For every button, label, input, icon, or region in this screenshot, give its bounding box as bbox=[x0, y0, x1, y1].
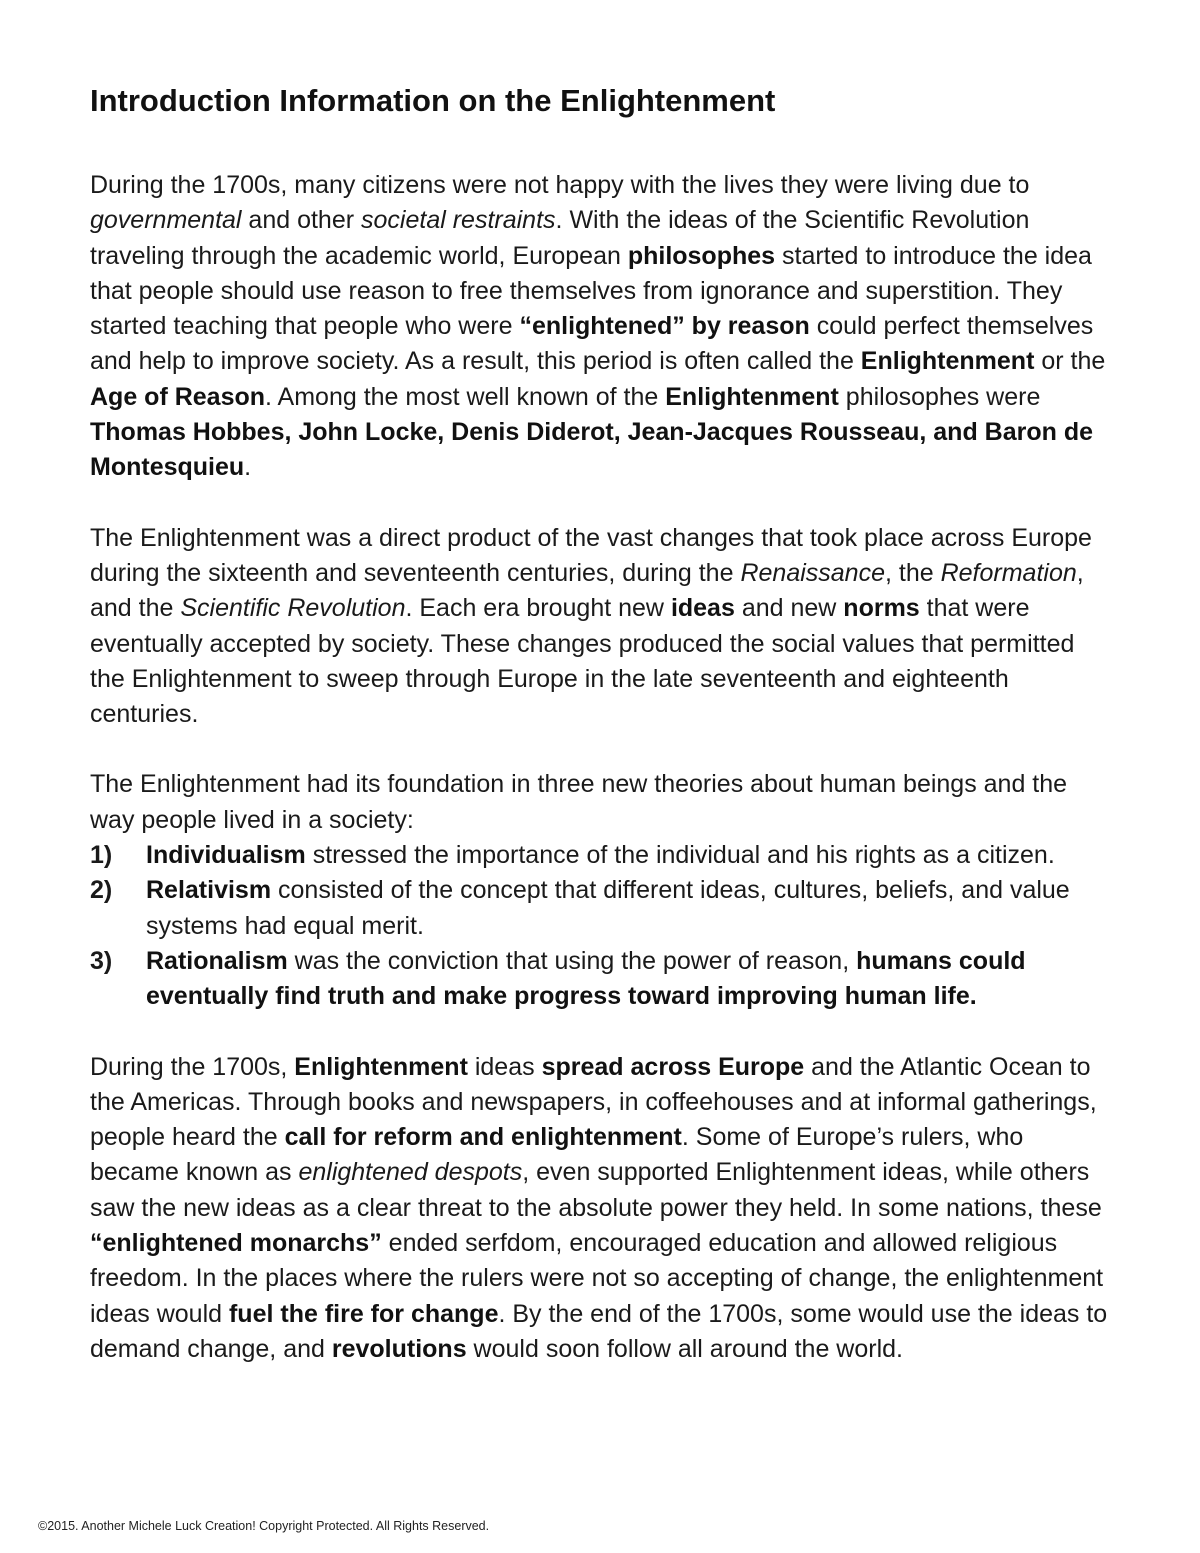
bold-run: humans could eventually find truth and make progress toward improving human life. bbox=[146, 946, 1026, 1011]
text-run: . Each era brought new bbox=[405, 594, 671, 623]
paragraph-intro bbox=[90, 168, 1112, 486]
text-run: or the bbox=[1034, 347, 1106, 376]
text-run: philosophes were bbox=[838, 382, 1041, 411]
list-number: 2) bbox=[90, 876, 113, 905]
bold-run: spread across Europe bbox=[541, 1052, 805, 1081]
copyright-footer: ©2015. Another Michele Luck Creation! Copyright Protected. All Rights Reserved. bbox=[38, 1519, 490, 1533]
text-run: , even supported Enlightenment ideas, while others saw the new ideas as a clear threat to the absolute power they held. In some nations, these bbox=[90, 1158, 1102, 1222]
paragraph-origins bbox=[90, 521, 1112, 733]
paragraph-spacer bbox=[90, 1015, 1112, 1050]
italic-run: Scientific Revolution bbox=[180, 594, 406, 623]
text-run: stressed the importance of the individual and his rights as a citizen. bbox=[305, 841, 1055, 870]
text-run: . By the end of the 1700s, some would use the ideas to demand change, and bbox=[90, 1299, 1108, 1363]
italic-run: governmental bbox=[90, 206, 242, 235]
bold-run: “enlightened monarchs” bbox=[90, 1229, 382, 1258]
text-run: During the 1700s, many citizens were not happy with the lives they were living due to bbox=[90, 171, 1030, 199]
text-run: , the bbox=[884, 558, 941, 587]
text-run: , and the bbox=[90, 558, 1084, 623]
bold-run: philosophes bbox=[627, 241, 776, 270]
theories-list bbox=[90, 838, 1112, 1014]
text-run: started to introduce the idea that people should use reason to free themselves from ignorance and superstition. They started teaching that people who were bbox=[90, 241, 1092, 341]
text-run: that were eventually accepted by society. These changes produced the social values that permitted the Enlightenment to sweep through Europe in the late seventeenth and eighteenth centuries. bbox=[90, 594, 1075, 729]
bold-run: ideas bbox=[670, 594, 735, 623]
text-run: . With the ideas of the Scientific Revolution traveling through the academic world, European bbox=[90, 206, 1030, 270]
text-run: ideas bbox=[467, 1052, 542, 1081]
list-item-rationalism bbox=[90, 944, 1112, 1015]
text-run: would soon follow all around the world. bbox=[466, 1334, 903, 1363]
bold-run: Enlightenment bbox=[665, 382, 839, 411]
document-page bbox=[90, 78, 1112, 1367]
bold-run: Thomas Hobbes, John Locke, Denis Diderot, Jean-Jacques Rousseau, and Baron de Montesquieu bbox=[90, 418, 1094, 482]
text-run: consisted of the concept that different ideas, cultures, beliefs, and value systems had equal merit. bbox=[146, 876, 1070, 940]
text-run: could perfect themselves and help to improve society. As a result, this period is often called the bbox=[90, 312, 1094, 376]
paragraph-theories-intro: The Enlightenment had its foundation in three new theories about human beings and the way people lived in a society: bbox=[90, 770, 1068, 834]
bold-run: Age of Reason bbox=[90, 382, 266, 411]
list-number: 3) bbox=[90, 946, 113, 975]
italic-run: Reformation bbox=[940, 558, 1077, 587]
text-run: The Enlightenment was a direct product of the vast changes that took place across Europe during the sixteenth and seventeenth centuries, during the bbox=[90, 523, 1092, 587]
bold-run: revolutions bbox=[331, 1334, 467, 1363]
italic-run: Renaissance bbox=[740, 558, 885, 587]
term-rationalism: Rationalism bbox=[146, 946, 288, 975]
term-individualism: Individualism bbox=[146, 841, 306, 870]
list-number: 1) bbox=[90, 841, 113, 870]
text-run: . Among the most well known of the bbox=[265, 382, 666, 411]
list-item-relativism bbox=[90, 873, 1112, 944]
bold-run: norms bbox=[843, 594, 920, 623]
text-run: . Some of Europe’s rulers, who became known as bbox=[90, 1123, 1024, 1187]
text-run: During the 1700s, bbox=[90, 1052, 295, 1081]
italic-run: societal restraints bbox=[361, 206, 556, 235]
text-run: was the conviction that using the power of reason, bbox=[287, 946, 857, 975]
bold-run: Enlightenment bbox=[860, 347, 1035, 376]
text-run: and other bbox=[241, 206, 362, 235]
text-run: . bbox=[244, 453, 252, 482]
paragraph-spread bbox=[90, 1050, 1112, 1368]
paragraph-spacer bbox=[90, 486, 1112, 521]
text-run: ended serfdom, encouraged education and allowed religious freedom. In the places where the rulers were not so accepting of change, the enlightenment ideas would bbox=[90, 1229, 1104, 1328]
term-relativism: Relativism bbox=[146, 876, 272, 905]
paragraph-spacer bbox=[90, 732, 1112, 767]
bold-run: Enlightenment bbox=[294, 1052, 468, 1081]
page-title: Introduction Information on the Enlightenment bbox=[90, 83, 776, 118]
list-item-individualism bbox=[90, 838, 1112, 873]
bold-run: “enlightened” by reason bbox=[519, 312, 810, 341]
bold-run: call for reform and enlightenment bbox=[284, 1123, 682, 1152]
text-run: and new bbox=[734, 594, 844, 623]
text-run: and the Atlantic Ocean to the Americas. Through books and newspapers, in coffeehouses and at informal gatherings, people heard the bbox=[90, 1052, 1097, 1152]
bold-run: fuel the fire for change bbox=[228, 1299, 499, 1328]
italic-run: enlightened despots bbox=[298, 1158, 523, 1187]
